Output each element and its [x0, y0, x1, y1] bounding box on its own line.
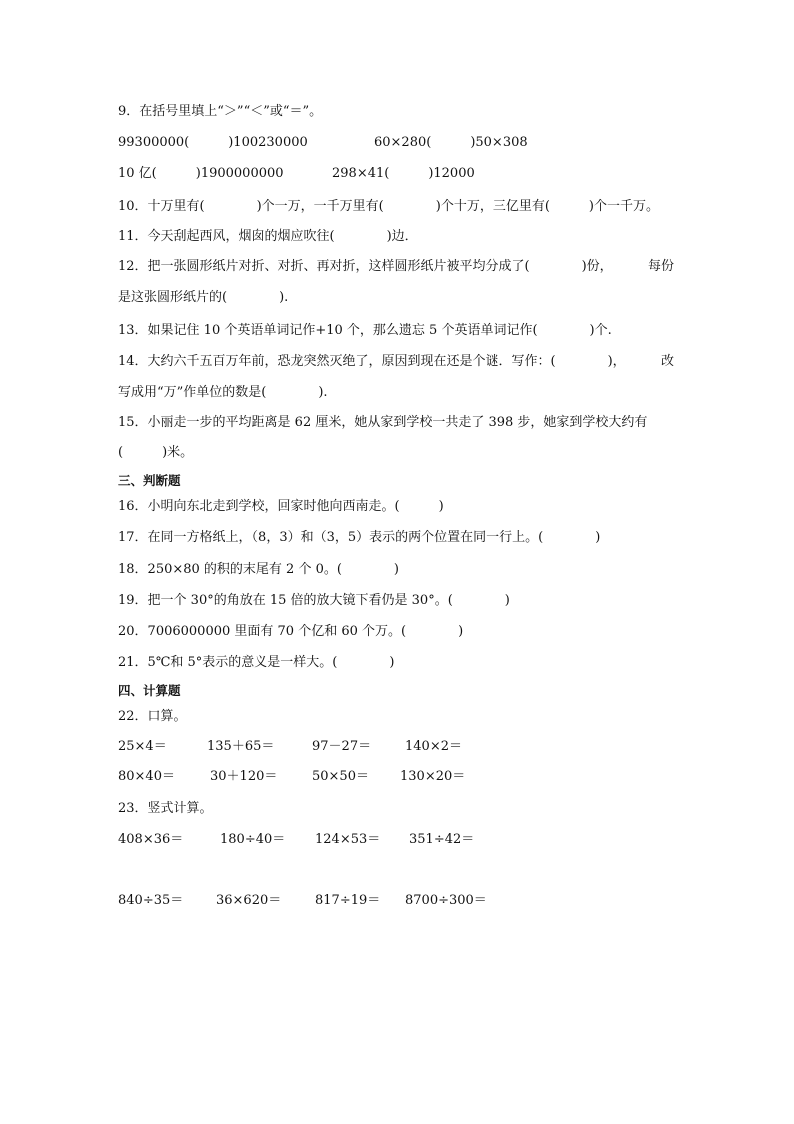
q22-r1-c3: 97－27＝ — [312, 739, 372, 754]
q22-r2-c3: 50×50＝ — [312, 769, 369, 784]
q22-text: 22．口算。 — [118, 709, 187, 724]
q23-r2-c2: 36×620＝ — [216, 893, 282, 908]
q23-r2-c1: 840÷35＝ — [118, 893, 184, 908]
q21-text: 21．5℃和 5°表示的意义是一样大。( ) — [118, 655, 395, 670]
q12-line1 — [118, 258, 674, 276]
q14-line1-tail: 改 — [660, 354, 674, 369]
q22-r2-c4: 130×20＝ — [400, 769, 466, 784]
q11-text: 11．今天刮起西风，烟囱的烟应吹往( )边． — [118, 229, 418, 244]
q23-r1-c4: 351÷42＝ — [409, 832, 475, 847]
q9-row1-b: 60×280( )50×308 — [374, 135, 528, 150]
q23-r1-c2: 180÷40＝ — [220, 832, 286, 847]
q23-r1-c3: 124×53＝ — [315, 832, 381, 847]
q14-line2: 写成用“万”作单位的数是( ). — [118, 385, 328, 400]
q17-text: 17．在同一方格纸上，（8，3）和（3，5）表示的两个位置在同一行上。( ) — [118, 530, 601, 545]
q23-r2-c4: 8700÷300＝ — [405, 893, 487, 908]
q23-r1-c1: 408×36＝ — [118, 832, 184, 847]
q13-text: 13．如果记住 10 个英语单词记作+10 个，那么遗忘 5 个英语单词记作( )个. — [118, 323, 612, 338]
section-4-heading: 四、计算题 — [118, 683, 181, 698]
q22-r1-c1: 25×4＝ — [118, 739, 167, 754]
q12-line1-main: 12．把一张圆形纸片对折、对折、再对折，这样圆形纸片被平均分成了( )份， — [118, 259, 613, 274]
q15-line2: ( )米。 — [118, 445, 194, 460]
q10-text: 10．十万里有( )个一万，一千万里有( )个十万，三亿里有( )个一千万。 — [118, 199, 659, 214]
q18-text: 18．250×80 的积的末尾有 2 个 0。( ) — [118, 562, 400, 577]
q9-row2-b: 298×41( )12000 — [332, 166, 475, 181]
q12-line1-tail: 每份 — [647, 259, 674, 274]
q22-r2-c1: 80×40＝ — [118, 769, 175, 784]
q22-r1-c2: 135＋65＝ — [207, 739, 275, 754]
q23-r2-c3: 817÷19＝ — [315, 893, 381, 908]
section-3-heading: 三、判断题 — [118, 473, 181, 488]
q14-line1 — [118, 353, 674, 371]
q22-r2-c2: 30＋120＝ — [210, 769, 278, 784]
q16-text: 16．小明向东北走到学校，回家时他向西南走。( ) — [118, 499, 444, 514]
q9-row2-a: 10 亿( )1900000000 — [118, 166, 284, 181]
q22-r1-c4: 140×2＝ — [405, 739, 462, 754]
q12-line2: 是这张圆形纸片的( ). — [118, 290, 289, 305]
q15-line1: 15．小丽走一步的平均距离是 62 厘米，她从家到学校一共走了 398 步，她家到学校大约有 — [118, 415, 648, 430]
q14-line1-main: 14．大约六千五百万年前，恐龙突然灭绝了，原因到现在还是个谜．写作：( )， — [118, 354, 626, 369]
q9-row1-a: 99300000( )100230000 — [118, 135, 308, 150]
q19-text: 19．把一个 30°的角放在 15 倍的放大镜下看仍是 30°。( ) — [118, 593, 510, 608]
q20-text: 20．7006000000 里面有 70 个亿和 60 个万。( ) — [118, 624, 464, 639]
q9-text: 9．在括号里填上“＞”“＜”或“＝”。 — [118, 104, 323, 119]
q23-text: 23．竖式计算。 — [118, 801, 213, 816]
